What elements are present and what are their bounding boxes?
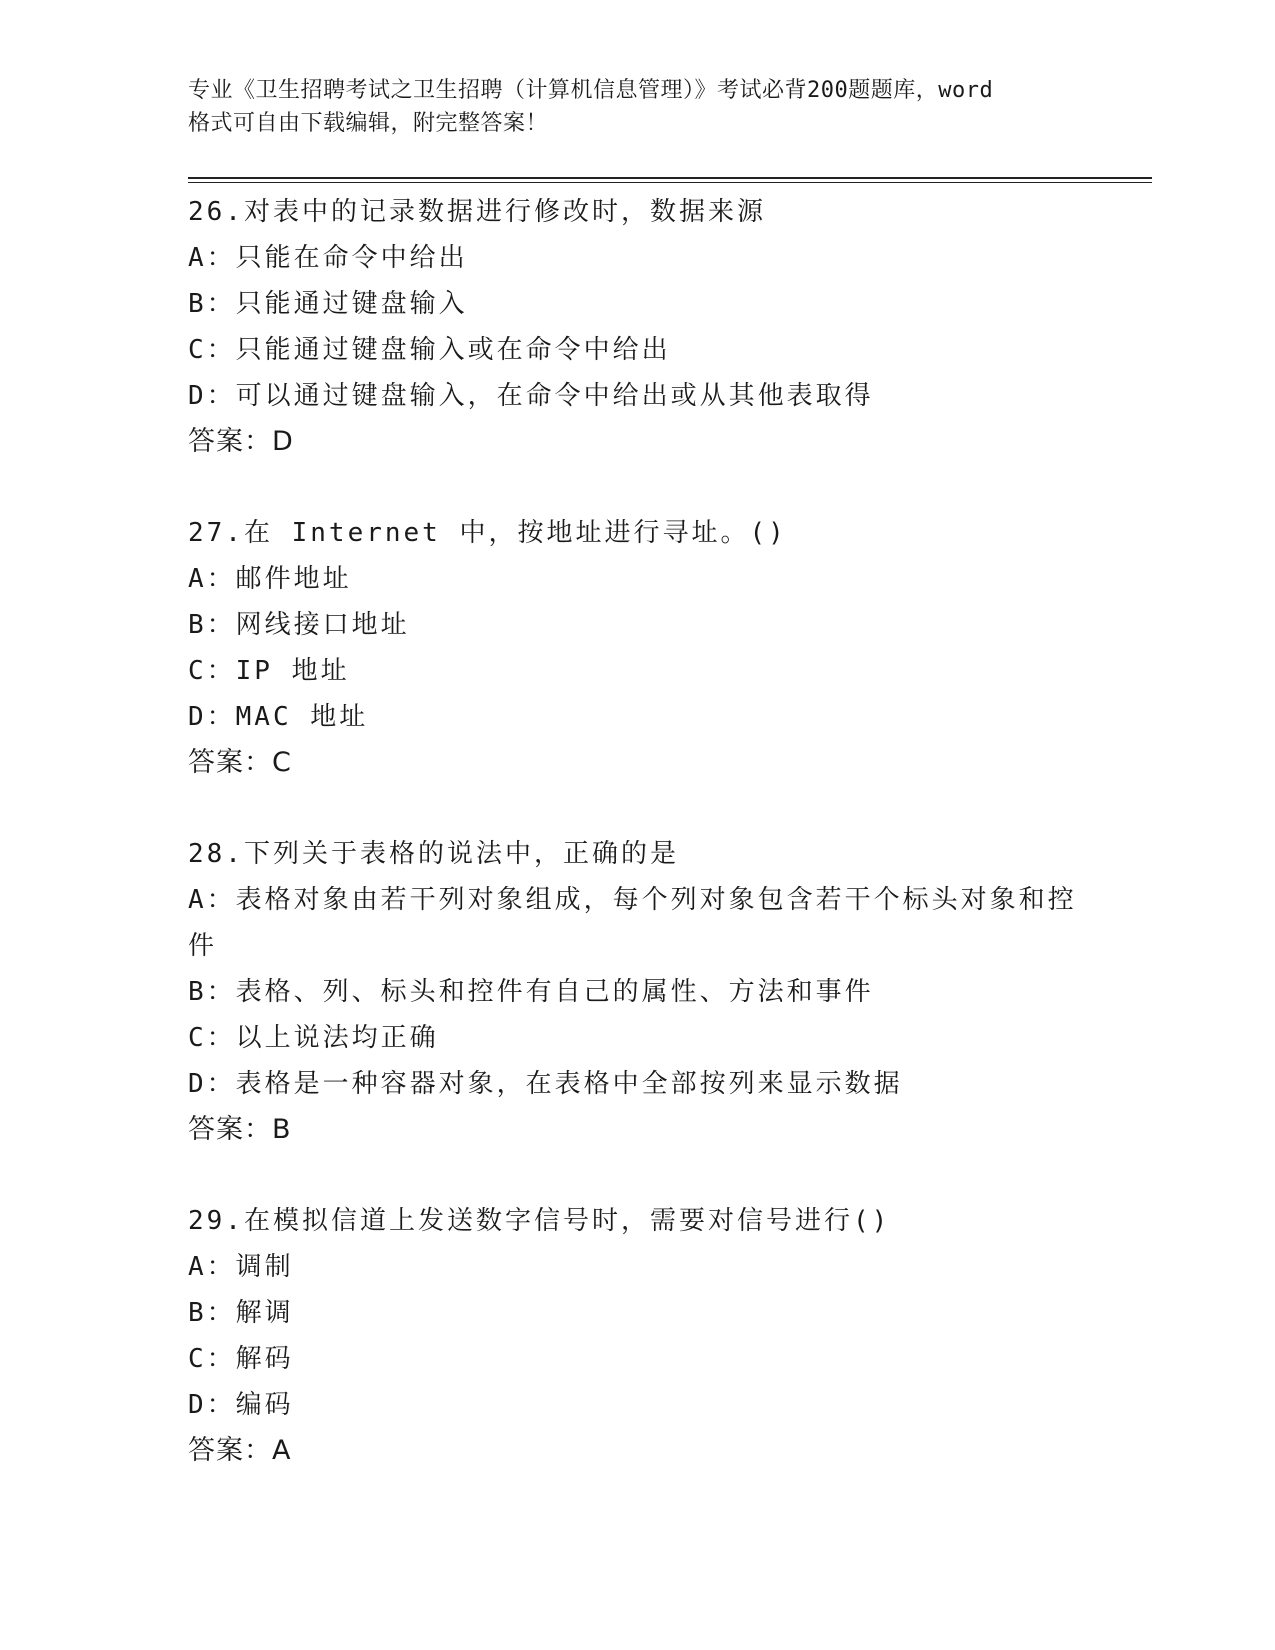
document-header	[188, 74, 1088, 140]
option-d: D：编码	[188, 1390, 294, 1420]
option-c: C：解码	[188, 1344, 294, 1374]
option-c: C：IP 地址	[188, 656, 350, 686]
option-d: D：表格是一种容器对象，在表格中全部按列来显示数据	[188, 1069, 903, 1099]
question-28	[188, 831, 1088, 1153]
answer-text: 答案：C	[188, 747, 292, 778]
option-a: A：表格对象由若干列对象组成，每个列对象包含若干个标头对象和控件	[188, 885, 1077, 961]
question-26	[188, 189, 1088, 465]
option-b: B：表格、列、标头和控件有自己的属性、方法和事件	[188, 977, 874, 1007]
question-29	[188, 1198, 1088, 1474]
question-stem: 29.在模拟信道上发送数字信号时，需要对信号进行()	[188, 1206, 891, 1236]
option-b: B：解调	[188, 1298, 294, 1328]
option-d: D：MAC 地址	[188, 702, 369, 732]
option-b: B：只能通过键盘输入	[188, 289, 468, 319]
header-divider	[188, 177, 1152, 183]
answer-text: 答案：D	[188, 426, 294, 457]
question-stem: 26.对表中的记录数据进行修改时，数据来源	[188, 197, 766, 227]
question-list	[188, 189, 1088, 1519]
question-stem: 27.在 Internet 中，按地址进行寻址。()	[188, 518, 787, 548]
option-a: A：只能在命令中给出	[188, 243, 468, 273]
option-a: A：调制	[188, 1252, 294, 1282]
option-c: C：以上说法均正确	[188, 1023, 439, 1053]
option-c: C：只能通过键盘输入或在命令中给出	[188, 335, 671, 365]
question-27	[188, 510, 1088, 786]
header-line-1: 专业《卫生招聘考试之卫生招聘（计算机信息管理）》考试必背200题题库，word	[188, 78, 994, 103]
option-a: A：邮件地址	[188, 564, 352, 594]
answer-text: 答案：B	[188, 1114, 292, 1145]
header-line-2: 格式可自由下载编辑，附完整答案！	[188, 111, 549, 136]
option-b: B：网线接口地址	[188, 610, 410, 640]
answer-text: 答案：A	[188, 1435, 292, 1466]
question-stem: 28.下列关于表格的说法中，正确的是	[188, 839, 679, 869]
option-d: D：可以通过键盘输入，在命令中给出或从其他表取得	[188, 381, 874, 411]
